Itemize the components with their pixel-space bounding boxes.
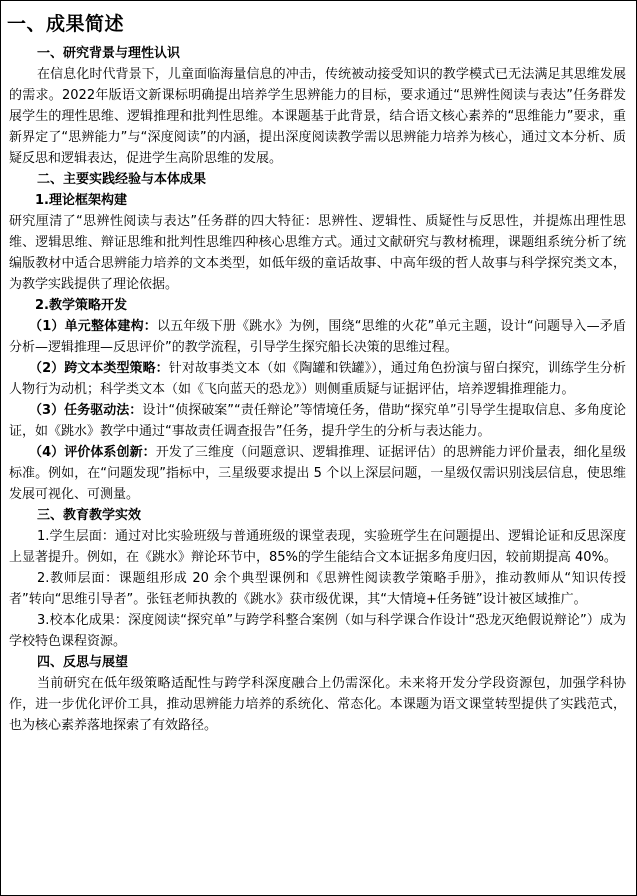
strategy-text: 开发了三维度（问题意识、逻辑推理、证据评估）的思辨能力评价量表，细化星级标准。例如，在“问题发现”指标中，三星级要求提出 5 个以上深层问题，一星级仅需识别浅层信息，使思维发展可视化、可测量。	[9, 445, 626, 502]
strategy-item-evaluation	[9, 442, 626, 505]
effect-item-students: 1.学生层面：通过对比实验班级与普通班级的课堂表现，实验班学生在问题提出、逻辑论证和反思深度上显著提升。例如，在《跳水》辩论环节中，85%的学生能结合文本证据多角度归因，较前期提高 40%。	[9, 529, 626, 565]
strategy-label: （3）任务驱动法：	[29, 403, 143, 418]
strategy-item-task-driven	[9, 400, 626, 442]
strategy-item-unit	[9, 316, 626, 358]
strategy-text: 针对故事类文本（如《陶罐和铁罐》），通过角色扮演与留白探究，训练学生分析人物行为动机；科学类文本（如《飞向蓝天的恐龙》）则侧重质疑与证据评估，培养逻辑推理能力。	[9, 361, 626, 397]
section-heading-effects: 三、教育教学实效	[37, 508, 142, 523]
page-title: 一、成果简述	[7, 13, 125, 35]
section-heading-practice: 二、主要实践经验与本体成果	[37, 172, 207, 187]
effect-item-teachers: 2.教师层面：课题组形成 20 余个典型课例和《思辨性阅读教学策略手册》，推动教师从“知识传授者”转向“思维引导者”。张钰老师执教的《跳水》获市级优课，其“大情境+任务链”设计被区域推广。	[9, 571, 626, 607]
strategy-label: （1）单元整体建构：	[29, 319, 157, 334]
paragraph-reflection: 当前研究在低年级策略适配性与跨学科深度融合上仍需深化。未来将开发分学段资源包，加强学科协作，进一步优化评价工具，推动思辨能力培养的系统化、常态化。本课题为语文课堂转型提供了实践范式，也为核心素养落地探索了有效路径。	[9, 676, 626, 733]
subheading-teaching-strategy: 2.教学策略开发	[35, 298, 127, 313]
strategy-text: 以五年级下册《跳水》为例，围绕“思维的火花”单元主题，设计“问题导入—矛盾分析—逻辑推理—反思评价”的教学流程，引导学生探究船长决策的思维过程。	[9, 319, 626, 355]
effect-item-school: 3.校本化成果：深度阅读“探究单”与跨学科整合案例（如与科学课合作设计“恐龙灭绝假说辩论”）成为学校特色课程资源。	[9, 613, 626, 649]
document-body	[1, 1, 636, 736]
section-heading-reflection: 四、反思与展望	[37, 655, 129, 670]
strategy-item-cross-text	[9, 358, 626, 400]
paragraph-theory-framework: 研究厘清了“思辨性阅读与表达”任务群的四大特征：思辨性、逻辑性、质疑性与反思性，并提炼出理性思维、逻辑思维、辩证思维和批判性思维四种核心思维方式。通过文献研究与教材梳理，课题组系统分析了统编版教材中适合思辨能力培养的文本类型，如低年级的童话故事、中高年级的哲人故事与科学探究类文本，为教学实践提供了理论依据。	[9, 214, 626, 292]
strategy-text: 设计“侦探破案”“责任辩论”等情境任务，借助“探究单”引导学生提取信息、多角度论证，如《跳水》教学中通过“事故责任调查报告”任务，提升学生的分析与表达能力。	[9, 403, 626, 439]
section-heading-background: 一、研究背景与理性认识	[37, 46, 181, 61]
paragraph-background: 在信息化时代背景下，儿童面临海量信息的冲击，传统被动接受知识的教学模式已无法满足其思维发展的需求。2022年版语文新课标明确提出培养学生思辨能力的目标，要求通过“思辨性阅读与表达”任务群发展学生的理性思维、逻辑推理和批判性思维。本课题基于此背景，结合语文核心素养的“思维能力”要求，重新界定了“思辨能力”与“深度阅读”的内涵，提出深度阅读教学需以思辨能力培养为核心，通过文本分析、质疑反思和逻辑表达，促进学生高阶思维的发展。	[9, 67, 626, 166]
strategy-label: （2）跨文本类型策略：	[29, 361, 169, 376]
subheading-theory-framework: 1.理论框架构建	[35, 193, 127, 208]
strategy-label: （4）评价体系创新：	[29, 445, 156, 460]
